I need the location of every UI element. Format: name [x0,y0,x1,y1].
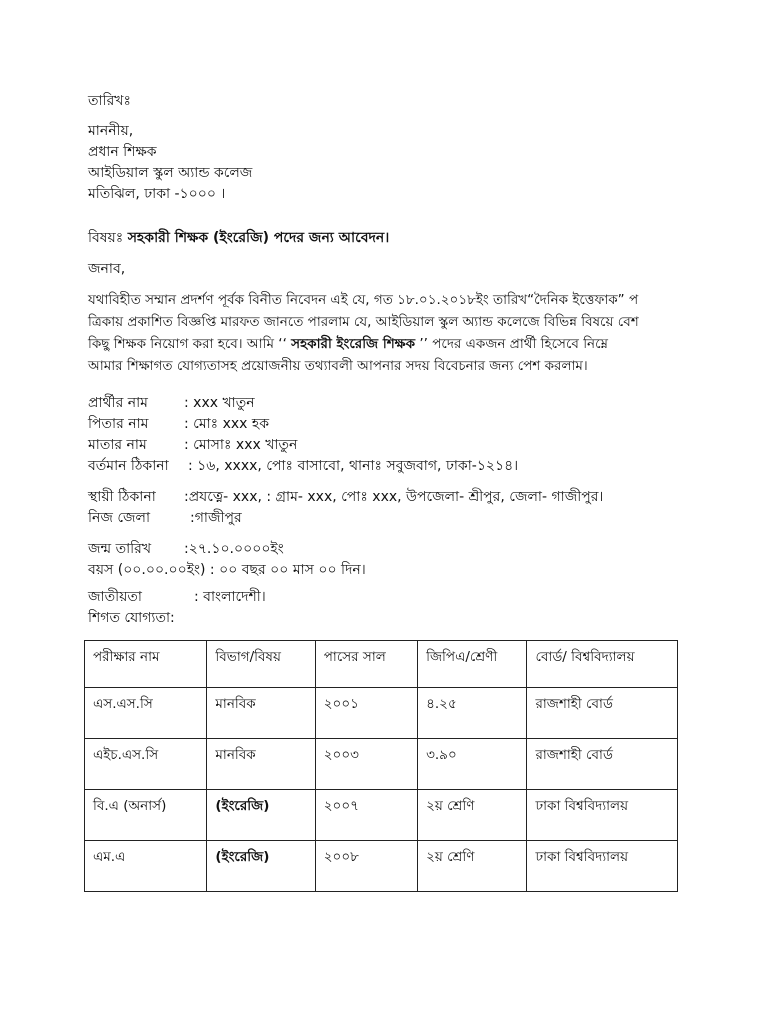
table-cell: এম.এ [85,841,207,892]
info-value: : ১৬, xxxx, পোঃ বাসাবো, থানাঃ সবুজবাগ, ঢাকা-১২১৪। [188,458,519,474]
table-cell: ঢাকা বিশ্ববিদ্যালয় [527,841,678,892]
body-line-2: ত্রিকায় প্রকাশিত বিজ্ঞপ্তি মারফত জানতে পারলাম যে, আইডিয়াল স্কুল অ্যান্ড কলেজে বিভিন্ন বিষয়ে বেশ [88,314,639,330]
subject-text: সহকারী শিক্ষক (ইংরেজি) পদের জন্য আবেদন। [127,230,390,246]
table-cell: রাজশাহী বোর্ড [527,688,678,739]
table-row [85,790,678,841]
info-label: পিতার নাম [88,416,149,432]
table-row [85,739,678,790]
table-cell: ঢাকা বিশ্ববিদ্যালয় [527,790,678,841]
body-line-3-post: ’’ পদের একজন প্রার্থী হিসেবে নিম্নে [415,336,609,352]
body-paragraph [88,289,684,377]
table-cell: এইচ.এস.সি [85,739,207,790]
table-header-cell: বোর্ড/ বিশ্ববিদ্যালয় [527,641,678,688]
recipient-institution: আইডিয়াল স্কুল অ্যান্ড কলেজ [88,165,253,181]
info-value: :প্রযত্নে- xxx, : গ্রাম- xxx, পোঃ xxx, উপজেলা- শ্রীপুর, জেলা- গাজীপুর। [184,489,604,505]
table-cell: ২০০১ [315,688,417,739]
table-cell: ২০০৩ [315,739,417,790]
table-header-cell: বিভাগ/বিষয় [207,641,315,688]
table-cell: রাজশাহী বোর্ড [527,739,678,790]
info-label: প্রার্থীর নাম [88,395,148,411]
table-header-cell: জিপিএ/শ্রেণী [418,641,527,688]
table-cell: ৩.৯০ [418,739,527,790]
body-line-1: যথাবিহীত সম্মান প্রদর্শণ পূর্বক বিনীত নিবেদন এই যে, গত ১৮.০১.২০১৮ইং তারিখ“দৈনিক ইত্তেফাক” প [88,292,639,308]
info-value: :২৭.১০.০০০০ইং [184,541,284,557]
table-cell: মানবিক [207,739,315,790]
table-row [85,841,678,892]
body-line-4: আমার শিক্ষাগত যোগ্যতাসহ প্রয়োজনীয় তথ্যাবলী আপনার সদয় বিবেচনার জন্য পেশ করলাম। [88,358,588,374]
table-cell: ২০০৮ [315,841,417,892]
body-line-3 [88,333,684,355]
table-cell: ২য় শ্রেণি [418,790,527,841]
table-row [85,688,678,739]
info-label: জাতীয়তা [88,589,142,605]
table-cell: (ইংরেজি) [207,790,315,841]
info-value: : বাংলাদেশী। [194,589,266,605]
table-cell: ২০০৭ [315,790,417,841]
table-header-cell: পরীক্ষার নাম [85,641,207,688]
info-value: :গাজীপুর [190,510,242,526]
recipient-block [88,121,252,205]
post-title: সহকারী ইংরেজি শিক্ষক [291,336,416,352]
education-label: শিগত যোগ্যতা: [88,610,175,626]
info-label: নিজ জেলা [88,510,151,526]
info-value: : xxx খাতুন [184,395,255,411]
recipient-title: প্রধান শিক্ষক [88,144,157,160]
subject-label: বিষয়ঃ [88,230,128,246]
info-label: বর্তমান ঠিকানা [88,458,169,474]
table-cell: ৪.২৫ [418,688,527,739]
info-label: স্থায়ী ঠিকানা [88,489,156,505]
table-header-row [85,641,678,688]
subject-line [88,228,389,249]
table-header-cell: পাসের সাল [315,641,417,688]
body-line-3-pre: কিছু শিক্ষক নিয়োগ করা হবে। আমি ‘‘ [88,336,292,352]
greeting: জনাব, [88,261,126,277]
info-age-text: বয়স (০০.০০.০০ইং) : ০০ বছর ০০ মাস ০০ দিন। [88,562,366,578]
info-value: : মোসাঃ xxx খাতুন [184,437,298,453]
table-cell: এস.এস.সি [85,688,207,739]
info-value: : মোঃ xxx হক [184,416,270,432]
recipient-address: মতিঝিল, ঢাকা -১০০০ । [88,186,226,202]
date-label: তারিখঃ [88,93,131,109]
info-label: মাতার নাম [88,437,147,453]
education-table [84,640,678,892]
table-cell: বি.এ (অনার্স) [85,790,207,841]
table-cell: মানবিক [207,688,315,739]
table-cell: (ইংরেজি) [207,841,315,892]
info-label: জন্ম তারিখ [88,541,152,557]
table-cell: ২য় শ্রেণি [418,841,527,892]
recipient-salutation: মাননীয়, [88,123,134,139]
